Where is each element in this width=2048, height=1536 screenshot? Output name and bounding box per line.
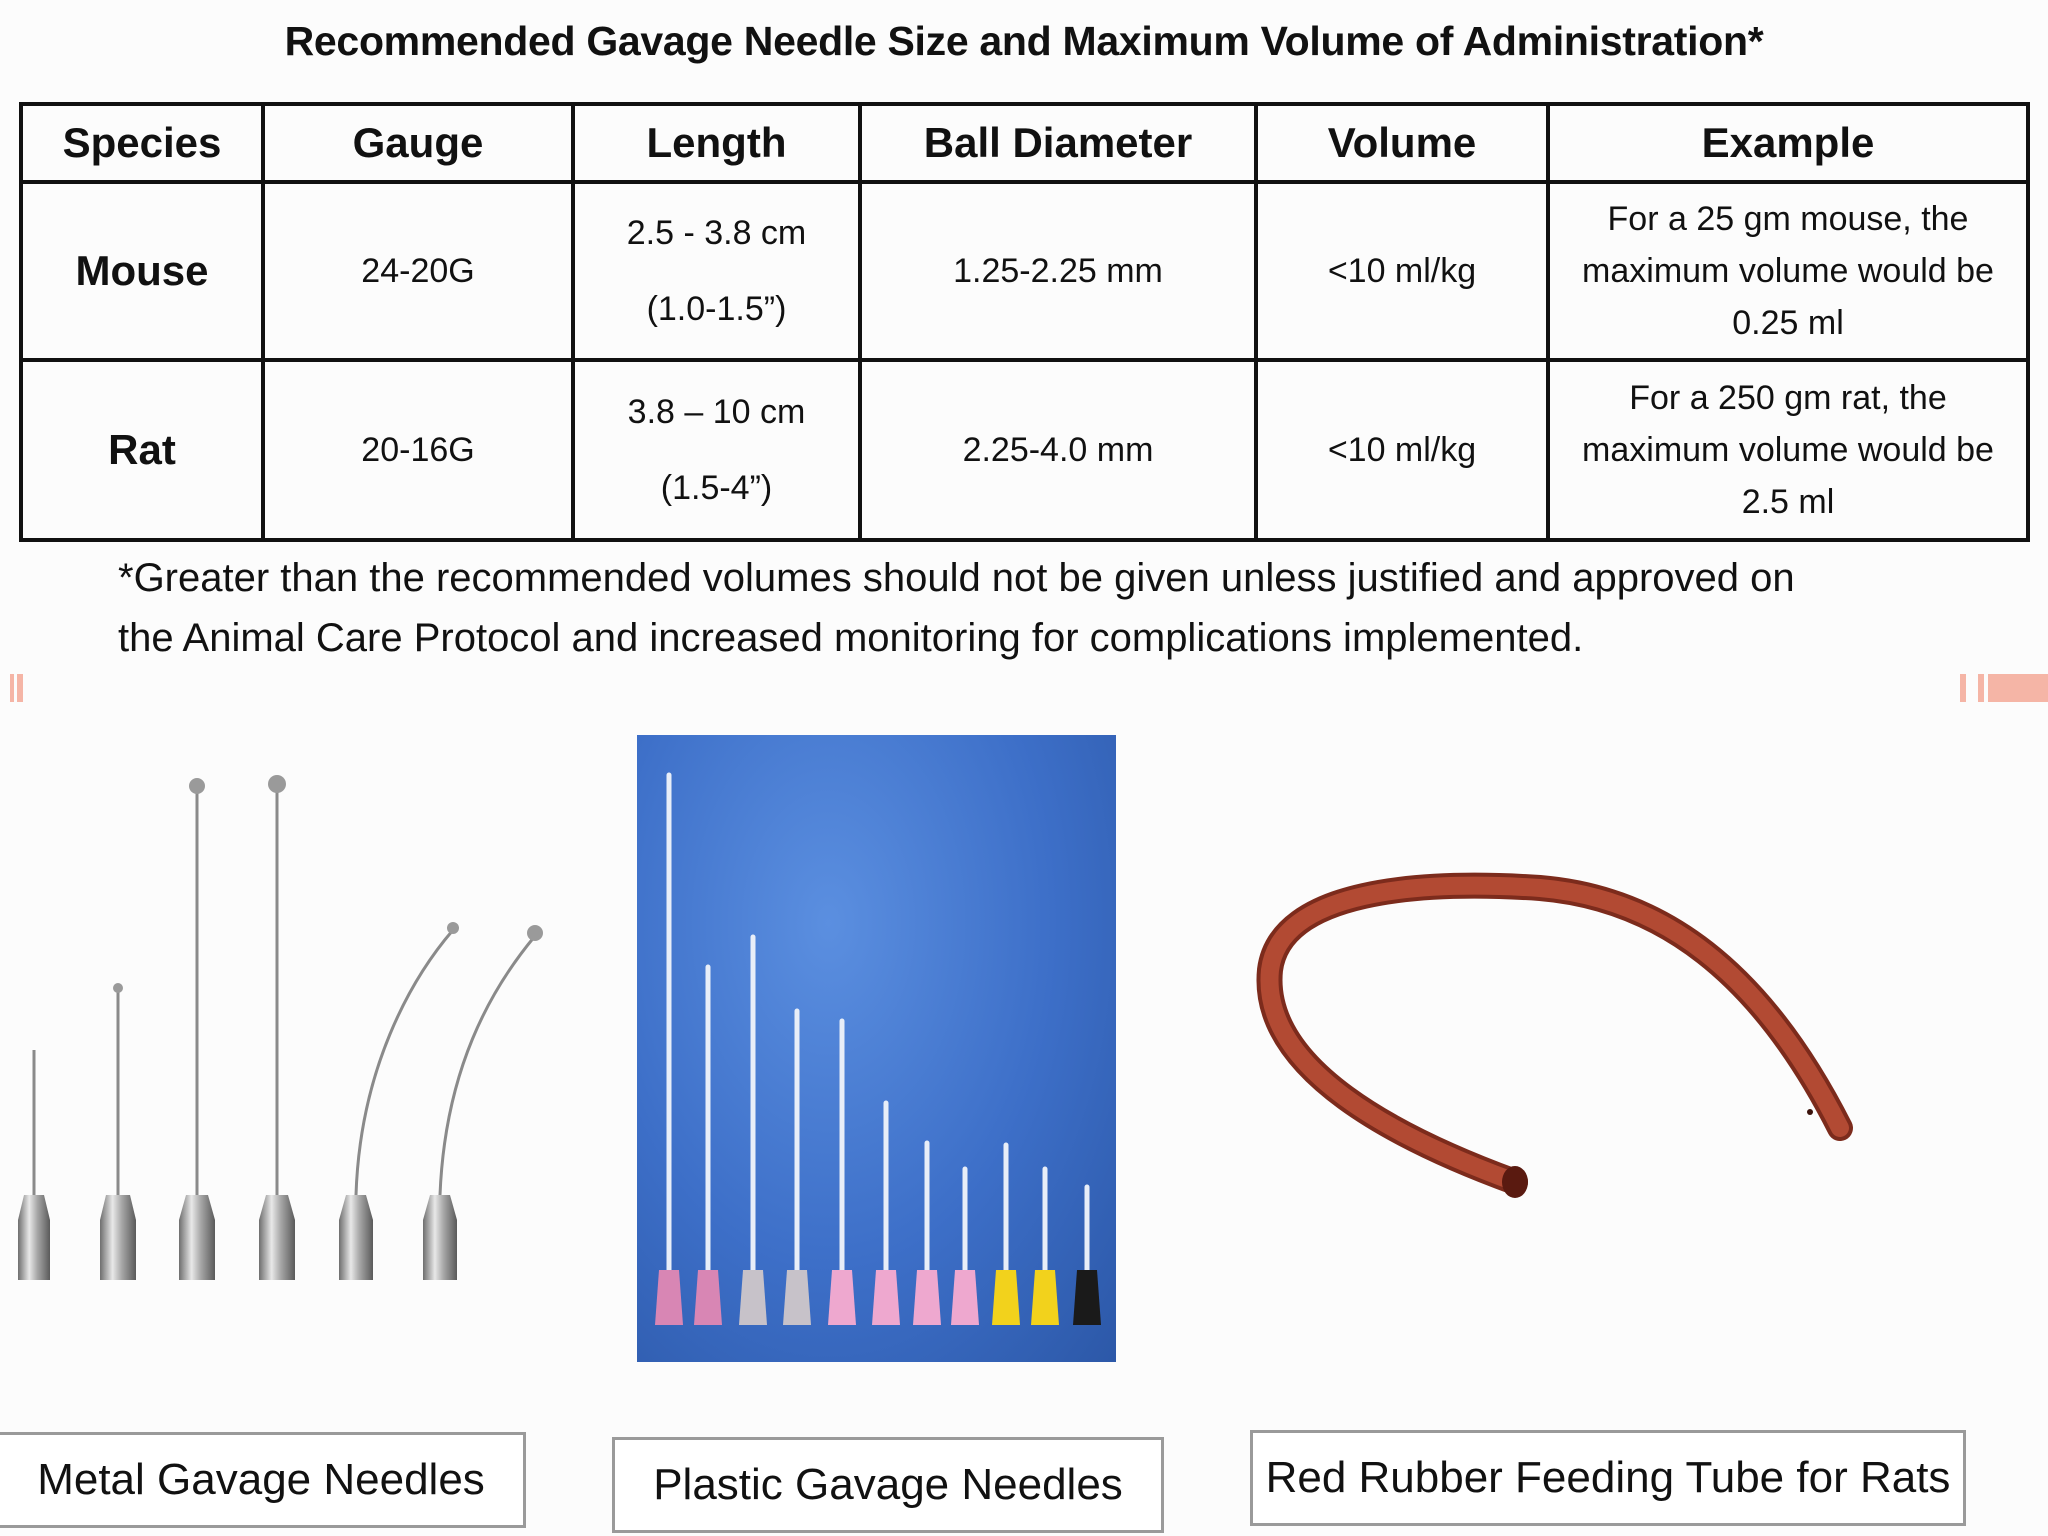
- table-row-rat: [21, 360, 2028, 540]
- gavage-needle-table: [19, 102, 2030, 542]
- left-accent-bar: [10, 674, 14, 702]
- length-cm: 3.8 – 10 cm: [627, 393, 806, 431]
- red-rubber-feeding-tube-caption: Red Rubber Feeding Tube for Rats: [1250, 1430, 1966, 1526]
- volume-cell: <10 ml/kg: [1256, 182, 1548, 360]
- column-header-species: Species: [21, 104, 263, 182]
- plastic-gavage-needles-image: [637, 735, 1116, 1362]
- species-cell: Rat: [21, 360, 263, 540]
- footnote-line: *Greater than the recommended volumes should not be given unless justified and approved on: [118, 556, 1795, 600]
- species-cell: Mouse: [21, 182, 263, 360]
- gauge-cell: 24-20G: [263, 182, 573, 360]
- column-header-volume: Volume: [1256, 104, 1548, 182]
- ball-diameter-cell: 1.25-2.25 mm: [860, 182, 1256, 360]
- volume-cell: <10 ml/kg: [1256, 360, 1548, 540]
- column-header-example: Example: [1548, 104, 2028, 182]
- example-line: 2.5 ml: [1741, 483, 1835, 521]
- right-accent-bar: [1960, 674, 1966, 702]
- length-cm: 2.5 - 3.8 cm: [626, 214, 807, 252]
- example-line: For a 25 gm mouse, the: [1607, 200, 1969, 238]
- length-cell: [573, 182, 860, 360]
- example-line: maximum volume would be: [1582, 252, 1994, 290]
- right-accent-bar: [1978, 674, 1984, 702]
- length-cell: [573, 360, 860, 540]
- example-line: For a 250 gm rat, the: [1629, 379, 1947, 417]
- example-cell: [1548, 182, 2028, 360]
- example-cell: [1548, 360, 2028, 540]
- column-header-ball-diameter: Ball Diameter: [860, 104, 1256, 182]
- footnote-line: the Animal Care Protocol and increased monitoring for complications implemented.: [118, 616, 1584, 660]
- gauge-cell: 20-16G: [263, 360, 573, 540]
- table-header-row: [21, 104, 2028, 182]
- length-in: (1.0-1.5”): [646, 290, 787, 328]
- metal-gavage-needles-image: [0, 740, 570, 1300]
- example-line: 0.25 ml: [1732, 304, 1844, 342]
- column-header-length: Length: [573, 104, 860, 182]
- red-rubber-feeding-tube-image: [1240, 860, 1890, 1220]
- example-line: maximum volume would be: [1582, 431, 1994, 469]
- table-row-mouse: [21, 182, 2028, 360]
- left-accent-bar: [17, 674, 23, 702]
- metal-gavage-needles-caption: Metal Gavage Needles: [0, 1432, 526, 1528]
- ball-diameter-cell: 2.25-4.0 mm: [860, 360, 1256, 540]
- plastic-gavage-needles-caption: Plastic Gavage Needles: [612, 1437, 1164, 1533]
- length-in: (1.5-4”): [660, 469, 773, 507]
- page-title: Recommended Gavage Needle Size and Maximum Volume of Administration*: [284, 18, 1764, 64]
- footnote: [118, 548, 1948, 668]
- right-accent-bar: [1988, 674, 2048, 702]
- column-header-gauge: Gauge: [263, 104, 573, 182]
